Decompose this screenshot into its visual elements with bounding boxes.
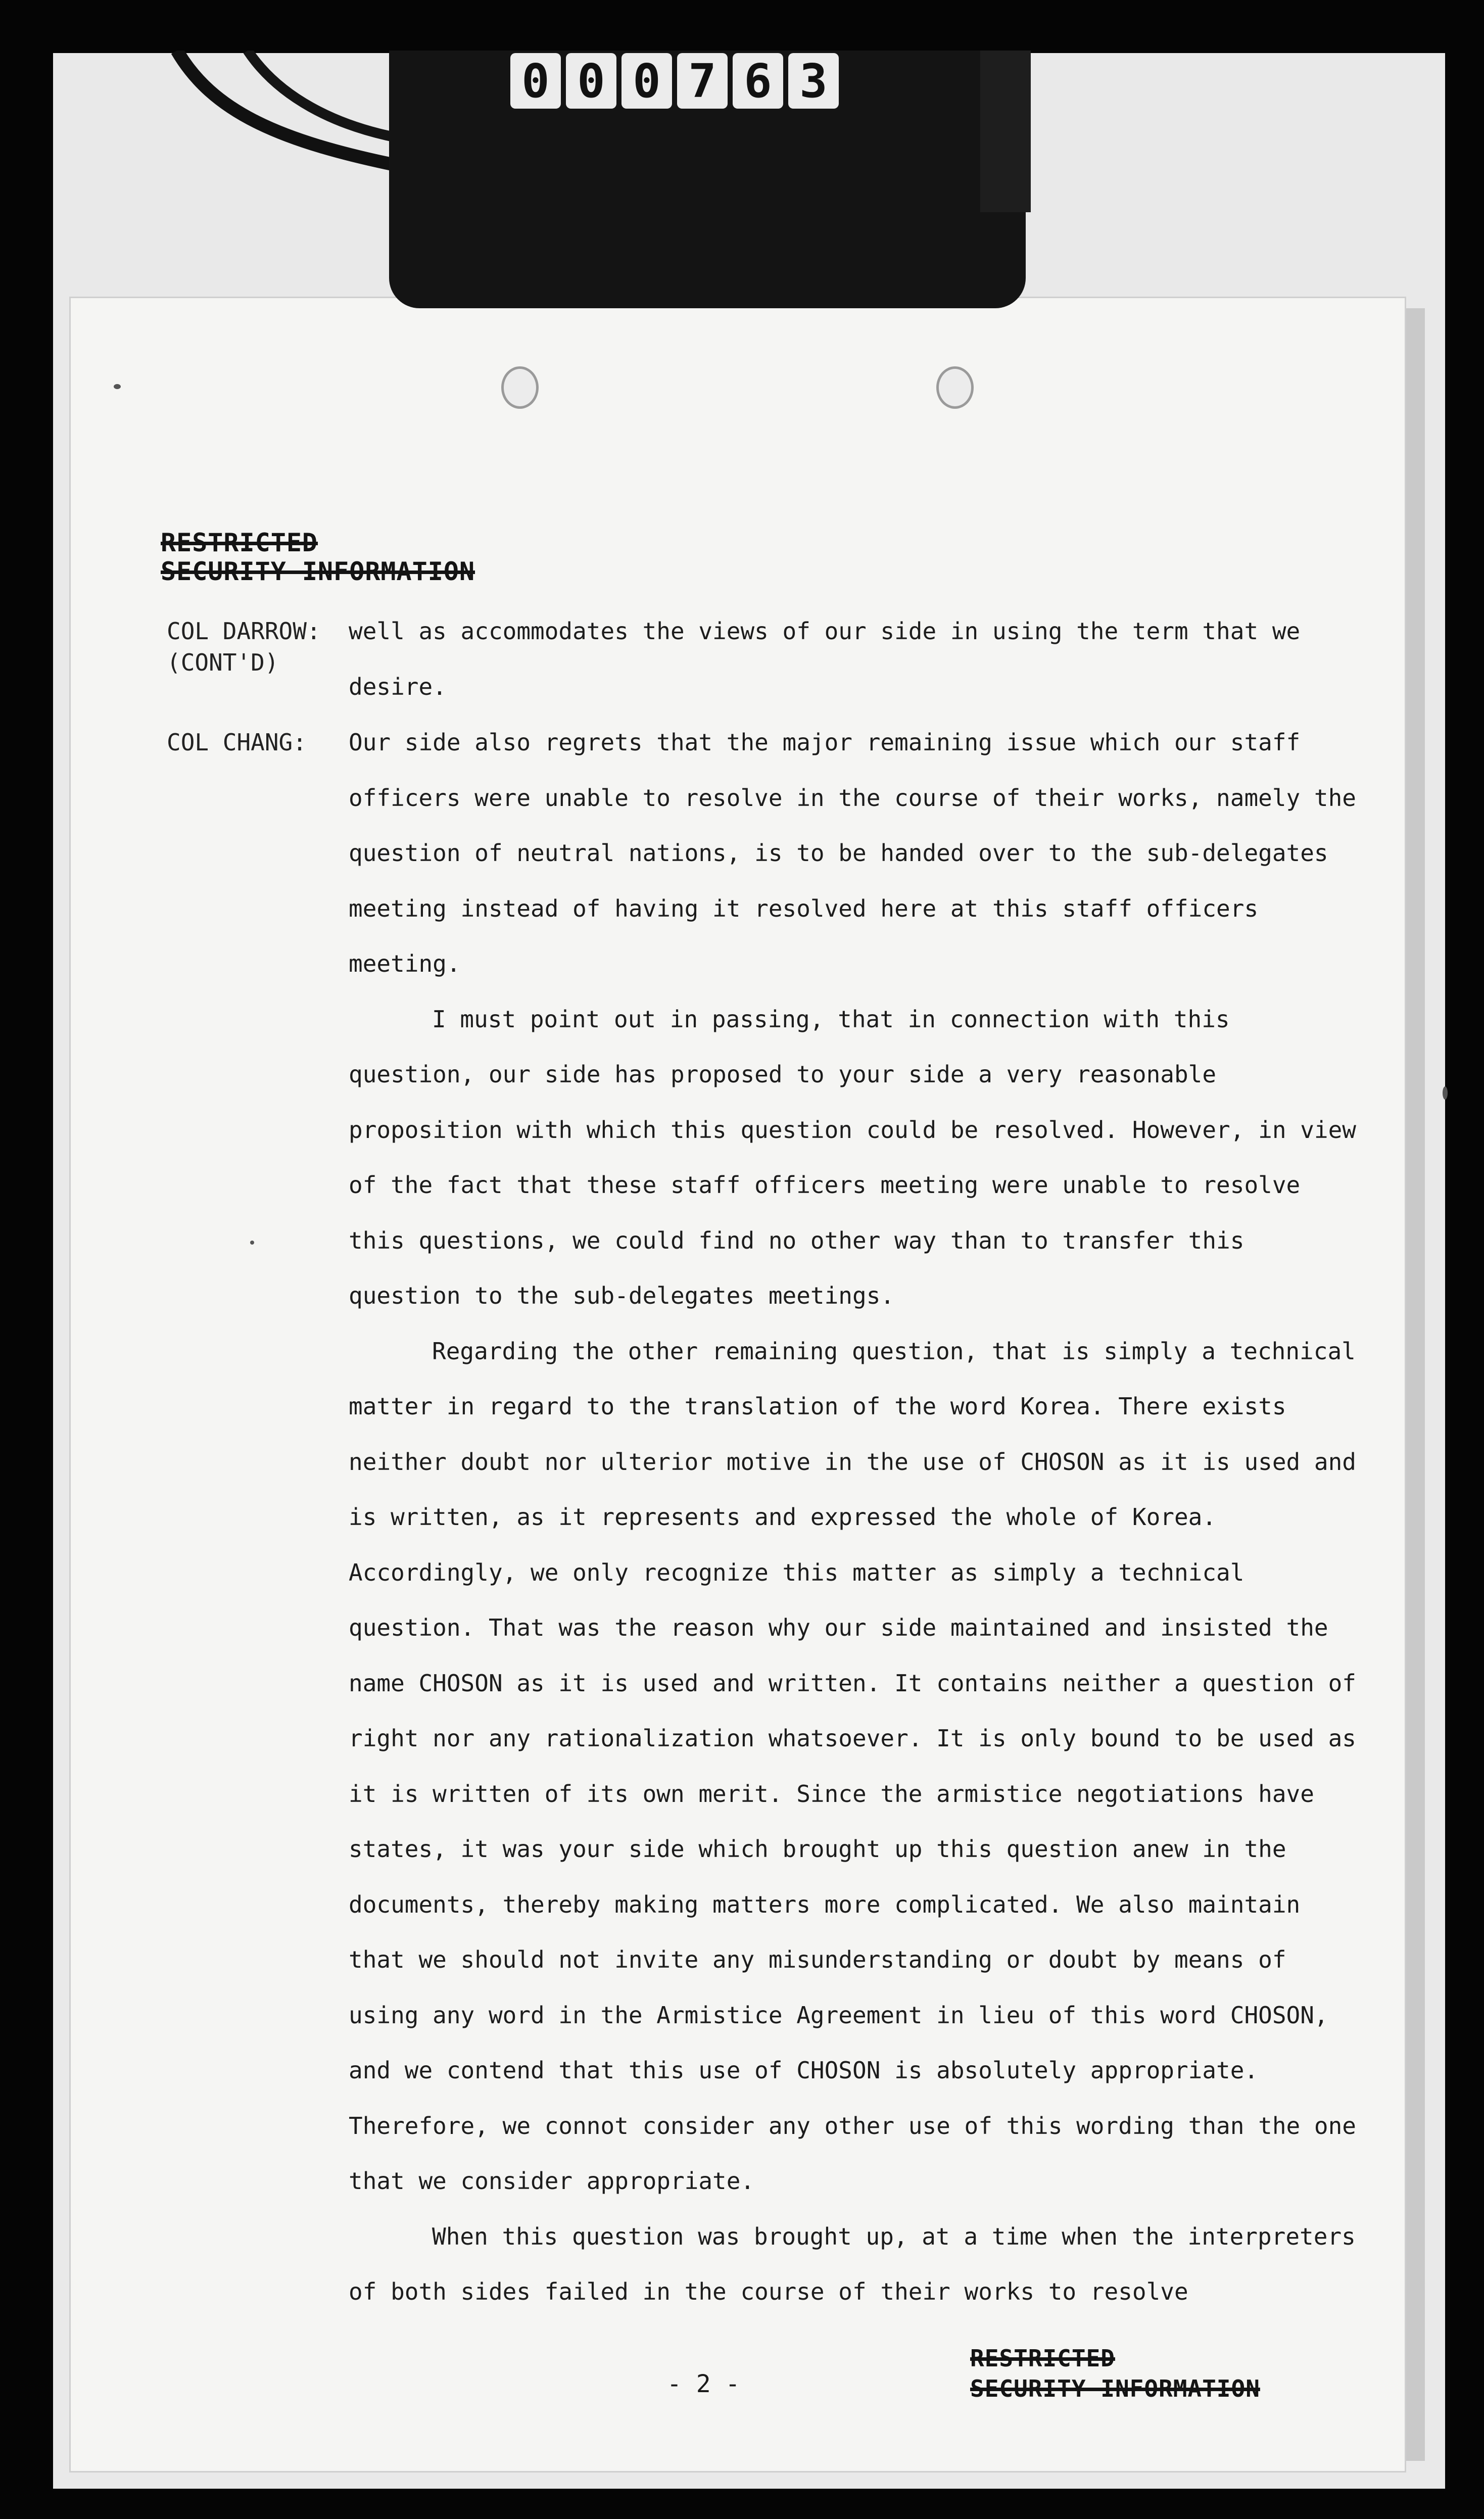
paragraph: Regarding the other remaining question, that is simply a technical matter in regard to the translation of the word Korea. There exists neither doubt nor ulterior motive in the use of CHOSON as it is used and is written, as it represents and expressed the whole of Korea. Accordingly, we only recognize this matter as simply a technical question. That was the reason why our side maintained and insisted the name CHOSON as it is used and written. It contains neither a question of right nor any rationalization whatsoever. It is only bound to be used as it is written of its own merit. Since the armistice negotiations have states, it was your side which brought up this question anew in the documents, thereby making matters more complicated. We also maintain that we should not invite any misunderstanding or doubt by means of using any word in the Armistice Agreement in lieu of this word CHOSON, and we contend that this use of CHOSON is absolutely appropriate. Therefore, we connot consider any other use of this wording than the one that we consider appropriate. <box>349 1337 1356 2195</box>
counter-digit: 0 <box>566 53 616 109</box>
speaker-col-chang: COL CHANG: <box>167 729 307 756</box>
counter-digit: 7 <box>677 53 728 109</box>
paragraph: When this question was brought up, at a time when the interpreters of both sides failed in the course of their works to resolve <box>349 2222 1356 2305</box>
paragraph: well as accommodates the views of our side in using the term that we desire. <box>349 617 1301 700</box>
header-stamp-restricted: RESTRICTED <box>161 528 318 557</box>
chang-statement <box>349 715 1359 2320</box>
scan-speck <box>1443 1086 1448 1100</box>
camera-cable <box>167 51 419 217</box>
counter-digit: 0 <box>510 53 561 109</box>
footer-stamp-security: SECURITY INFORMATION <box>970 2375 1260 2402</box>
punch-hole-right <box>936 366 974 409</box>
darrow-statement <box>349 604 1359 715</box>
header-stamp-security: SECURITY INFORMATION <box>161 557 475 586</box>
paper-edge <box>1405 308 1425 2461</box>
footer-stamp-restricted: RESTRICTED <box>970 2345 1115 2372</box>
scan-speck <box>250 1241 254 1245</box>
paragraph: I must point out in passing, that in connection with this question, our side has proposed to your side a very reasonable proposition with which this question could be resolved. However, in view of the fact that these staff officers meeting were unable to resolve this questions, we could find no other way than to transfer this question to the sub-delegates meetings. <box>349 1005 1356 1309</box>
counter-digit: 3 <box>788 53 839 109</box>
counter-bracket <box>980 51 1031 212</box>
punch-hole-left <box>501 366 539 409</box>
paragraph: Our side also regrets that the major remaining issue which our staff officers were unable to resolve in the course of their works, namely the question of neutral nations, is to be handed over to the sub-delegates meeting instead of having it resolved here at this staff officers meeting. <box>349 729 1356 977</box>
speaker-col-darrow: COL DARROW: (CONT'D) <box>167 617 321 676</box>
counter-digit: 6 <box>733 53 783 109</box>
page-number: - 2 - <box>667 2370 740 2398</box>
scan-speck <box>114 384 121 389</box>
counter-digit: 0 <box>621 53 672 109</box>
frame-counter <box>510 53 839 109</box>
